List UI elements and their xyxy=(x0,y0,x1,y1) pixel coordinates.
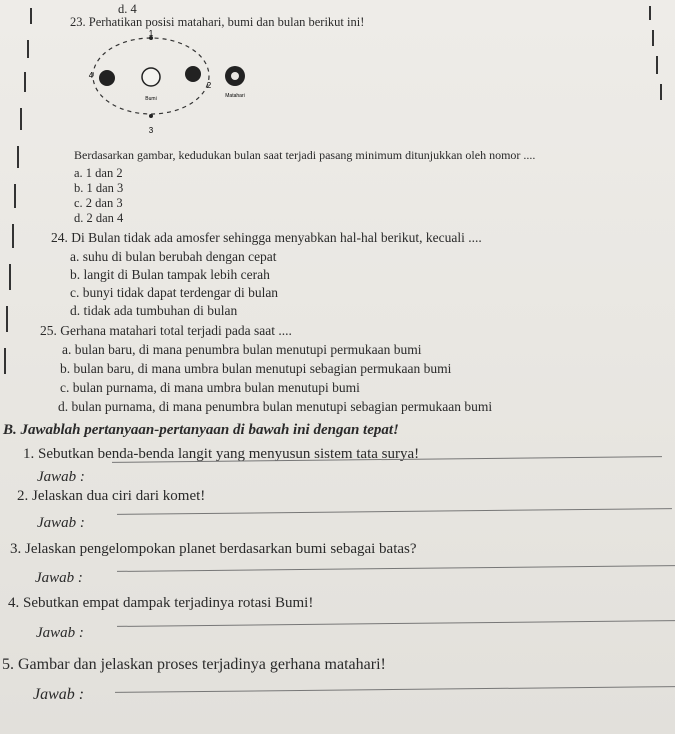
question-23-option-d: d. 2 dan 4 xyxy=(74,211,124,225)
binding-mark xyxy=(660,84,662,100)
question-25-option-b: b. bulan baru, di mana umbra bulan menutupi sebagian permukaan bumi xyxy=(60,361,452,376)
answer-line-5 xyxy=(115,686,675,693)
moon-position-3 xyxy=(149,114,153,118)
binding-mark xyxy=(24,72,26,92)
question-23-text: 23. Perhatikan posisi matahari, bumi dan bulan berikut ini! xyxy=(70,15,365,29)
previous-option-d: d. 4 xyxy=(118,2,137,16)
binding-mark xyxy=(27,40,29,58)
diagram-label-3: 3 xyxy=(148,126,154,135)
question-23-prompt: Berdasarkan gambar, kedudukan bulan saat terjadi pasang minimum ditunjukkan oleh nomor .... xyxy=(74,148,536,162)
binding-mark xyxy=(4,348,6,374)
binding-mark xyxy=(649,6,651,20)
answer-line-2 xyxy=(117,508,672,515)
question-24-option-a: a. suhu di bulan berubah dengan cepat xyxy=(70,249,277,264)
diagram-label-matahari: Matahari xyxy=(225,93,245,99)
essay-answer-label-1: Jawab : xyxy=(37,469,85,485)
diagram-label-bumi: Bumi xyxy=(145,96,157,102)
essay-answer-label-2: Jawab : xyxy=(37,515,85,531)
binding-mark xyxy=(656,56,658,74)
answer-line-4 xyxy=(117,620,675,627)
question-25-option-d: d. bulan purnama, di mana penumbra bulan menutupi sebagian permukaan bumi xyxy=(58,399,493,414)
essay-question-2: 2. Jelaskan dua ciri dari komet! xyxy=(17,488,206,504)
question-25-text: 25. Gerhana matahari total terjadi pada saat .... xyxy=(40,323,292,338)
question-24-option-c: c. bunyi tidak dapat terdengar di bulan xyxy=(70,285,279,300)
question-25-option-c: c. bulan purnama, di mana umbra bulan menutupi bumi xyxy=(60,380,360,395)
section-b-heading: B. Jawablah pertanyaan-pertanyaan di bawah ini dengan tepat! xyxy=(3,422,399,438)
question-23-option-a: a. 1 dan 2 xyxy=(74,166,123,180)
binding-mark xyxy=(6,306,8,332)
essay-question-3: 3. Jelaskan pengelompokan planet berdasarkan bumi sebagai batas? xyxy=(10,541,417,557)
binding-mark xyxy=(20,108,22,130)
diagram-label-2: 2 xyxy=(206,81,212,90)
binding-mark xyxy=(17,146,19,168)
earth-icon xyxy=(142,68,160,86)
essay-question-1: 1. Sebutkan benda-benda langit yang menyusun sistem tata surya! xyxy=(23,446,420,462)
diagram-label-4: 4 xyxy=(88,71,94,80)
question-25-option-a: a. bulan baru, di mana penumbra bulan menutupi permukaan bumi xyxy=(62,342,422,357)
answer-line-3 xyxy=(117,565,675,572)
question-24-option-b: b. langit di Bulan tampak lebih cerah xyxy=(70,267,270,282)
moon-position-4 xyxy=(99,70,115,86)
binding-mark xyxy=(14,184,16,208)
question-23-option-c: c. 2 dan 3 xyxy=(74,196,123,210)
question-24-text: 24. Di Bulan tidak ada amosfer sehingga menyabkan hal-hal berikut, kecuali .... xyxy=(51,230,482,245)
binding-mark xyxy=(652,30,654,46)
binding-mark xyxy=(12,224,14,248)
essay-answer-label-5: Jawab : xyxy=(33,686,85,703)
essay-answer-label-4: Jawab : xyxy=(36,625,84,641)
question-23-option-b: b. 1 dan 3 xyxy=(74,181,124,195)
essay-question-5: 5. Gambar dan jelaskan proses terjadinya gerhana matahari! xyxy=(2,656,386,673)
moon-position-2 xyxy=(185,66,201,82)
question-24-option-d: d. tidak ada tumbuhan di bulan xyxy=(70,303,238,318)
sun-core xyxy=(231,72,239,80)
diagram-label-1: 1 xyxy=(148,30,154,38)
essay-question-4: 4. Sebutkan empat dampak terjadinya rotasi Bumi! xyxy=(8,595,314,611)
binding-mark xyxy=(9,264,11,290)
essay-answer-label-3: Jawab : xyxy=(35,570,83,586)
binding-mark xyxy=(30,8,32,24)
sun-earth-moon-diagram xyxy=(85,30,265,140)
